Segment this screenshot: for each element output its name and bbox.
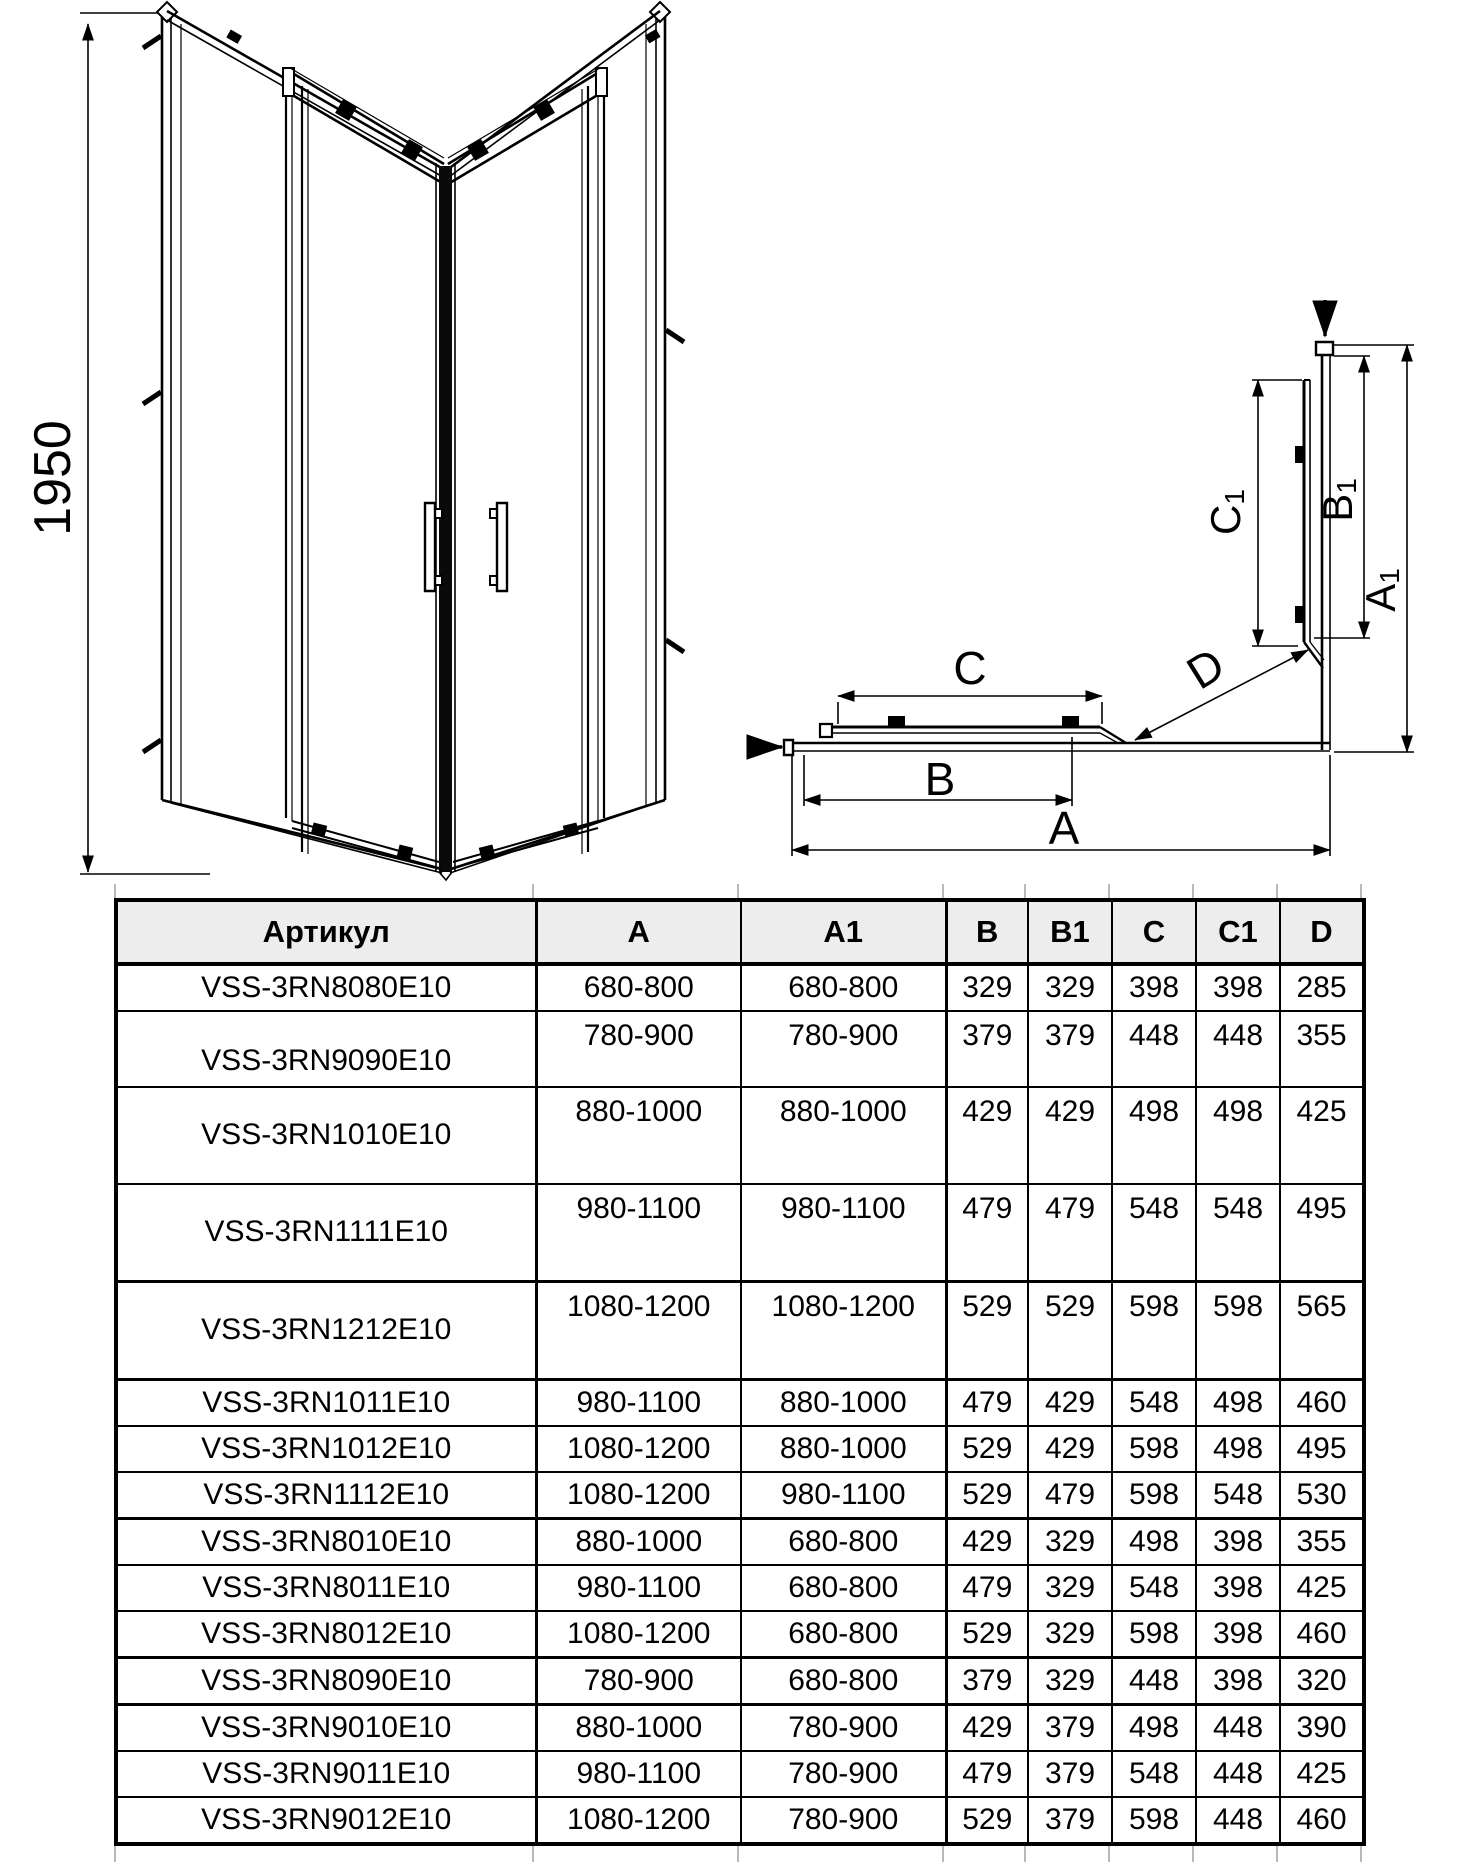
- cell: 880-1000: [741, 1426, 946, 1472]
- cell: 329: [1028, 964, 1112, 1011]
- cell: 429: [946, 1519, 1028, 1566]
- col-header-artikul: Артикул: [116, 900, 536, 964]
- table-row: [116, 1184, 1364, 1282]
- cell: 880-1000: [741, 1087, 946, 1184]
- cell: 548: [1196, 1184, 1280, 1282]
- cell: 1080-1200: [536, 1797, 741, 1844]
- cell-article: VSS-3RN9012E10: [116, 1797, 536, 1844]
- cell-article: VSS-3RN8080E10: [116, 964, 536, 1011]
- cell: 398: [1196, 964, 1280, 1011]
- cell: 980-1100: [536, 1380, 741, 1427]
- dim-a1-label: A1: [1357, 568, 1405, 612]
- cell: 529: [946, 1611, 1028, 1658]
- height-dimension-label: 1950: [24, 420, 82, 536]
- cell: 329: [946, 964, 1028, 1011]
- cell: 548: [1112, 1184, 1196, 1282]
- cell: 329: [1028, 1519, 1112, 1566]
- col-header-b: B: [946, 900, 1028, 964]
- cell: 285: [1280, 964, 1364, 1011]
- table-row: [116, 1472, 1364, 1519]
- bottom-rails: [162, 800, 665, 873]
- cell: 529: [946, 1426, 1028, 1472]
- cell: 498: [1196, 1426, 1280, 1472]
- dim-b1-label: B1: [1314, 478, 1362, 522]
- cell: 598: [1112, 1426, 1196, 1472]
- dim-b-label: B: [924, 753, 956, 805]
- cell: 495: [1280, 1184, 1364, 1282]
- cell: 880-1000: [536, 1705, 741, 1752]
- cell: 880-1000: [536, 1087, 741, 1184]
- cell: 780-900: [741, 1011, 946, 1087]
- cell-article: VSS-3RN1111E10: [116, 1184, 536, 1282]
- cell: 429: [946, 1087, 1028, 1184]
- cell: 429: [1028, 1380, 1112, 1427]
- cell: 498: [1112, 1705, 1196, 1752]
- cell: 498: [1196, 1087, 1280, 1184]
- table-row: [116, 1087, 1364, 1184]
- dim-a1: [1334, 345, 1414, 752]
- cell: 1080-1200: [536, 1426, 741, 1472]
- cell: 398: [1196, 1611, 1280, 1658]
- cell: 680-800: [741, 1611, 946, 1658]
- cell: 448: [1196, 1705, 1280, 1752]
- cell: 398: [1112, 964, 1196, 1011]
- cell-article: VSS-3RN1012E10: [116, 1426, 536, 1472]
- cell: 598: [1112, 1472, 1196, 1519]
- cell: 529: [946, 1282, 1028, 1380]
- cell: 980-1100: [536, 1751, 741, 1797]
- cell: 479: [946, 1565, 1028, 1611]
- table-row: [116, 1426, 1364, 1472]
- cell: 1080-1200: [536, 1282, 741, 1380]
- cell: 460: [1280, 1611, 1364, 1658]
- dim-d-label: D: [1177, 637, 1234, 700]
- cell: 780-900: [741, 1751, 946, 1797]
- table-row: [116, 1751, 1364, 1797]
- table-row: [116, 1705, 1364, 1752]
- cell: 598: [1112, 1797, 1196, 1844]
- cell: 429: [1028, 1426, 1112, 1472]
- cell: 548: [1196, 1472, 1280, 1519]
- table-row: [116, 964, 1364, 1011]
- cell: 398: [1196, 1519, 1280, 1566]
- cell-article: VSS-3RN9010E10: [116, 1705, 536, 1752]
- cell: 448: [1196, 1797, 1280, 1844]
- cell: 498: [1196, 1380, 1280, 1427]
- cell: 448: [1196, 1011, 1280, 1087]
- cell: 390: [1280, 1705, 1364, 1752]
- col-header-c1: C1: [1196, 900, 1280, 964]
- table-header-row: [116, 900, 1364, 964]
- cell: 980-1100: [741, 1184, 946, 1282]
- cell: 780-900: [741, 1797, 946, 1844]
- spec-table: [114, 898, 1366, 1846]
- cell: 980-1100: [741, 1472, 946, 1519]
- col-header-c: C: [1112, 900, 1196, 964]
- cell: 425: [1280, 1087, 1364, 1184]
- cell: 498: [1112, 1087, 1196, 1184]
- cell: 429: [946, 1705, 1028, 1752]
- table-row: [116, 1565, 1364, 1611]
- cell: 980-1100: [536, 1184, 741, 1282]
- cell-article: VSS-3RN9090E10: [116, 1011, 536, 1087]
- plan-bottom-door-panel: [820, 716, 1126, 743]
- dim-c-label: C: [953, 642, 987, 694]
- cell: 498: [1112, 1519, 1196, 1566]
- cell: 479: [946, 1380, 1028, 1427]
- cell: 780-900: [741, 1705, 946, 1752]
- center-corner-post: [436, 163, 455, 880]
- cell: 680-800: [741, 1658, 946, 1705]
- door-handles: [425, 503, 507, 591]
- cell: 880-1000: [536, 1519, 741, 1566]
- grid-ticks-bottom: [114, 1846, 1366, 1862]
- cell-article: VSS-3RN1212E10: [116, 1282, 536, 1380]
- height-dimension: [80, 13, 210, 874]
- cell: 529: [946, 1472, 1028, 1519]
- cell-article: VSS-3RN9011E10: [116, 1751, 536, 1797]
- cell: 329: [1028, 1611, 1112, 1658]
- col-header-b1: B1: [1028, 900, 1112, 964]
- cell: 320: [1280, 1658, 1364, 1705]
- col-header-d: D: [1280, 900, 1364, 964]
- cell-article: VSS-3RN1011E10: [116, 1380, 536, 1427]
- cell: 680-800: [741, 1519, 946, 1566]
- spec-table-wrapper: [114, 884, 1366, 1862]
- right-wall-profile: [646, 2, 684, 806]
- cell: 429: [1028, 1087, 1112, 1184]
- cell: 598: [1196, 1282, 1280, 1380]
- cell-article: VSS-3RN1112E10: [116, 1472, 536, 1519]
- cell: 479: [1028, 1184, 1112, 1282]
- cell: 1080-1200: [536, 1611, 741, 1658]
- cell: 460: [1280, 1797, 1364, 1844]
- cell: 548: [1112, 1751, 1196, 1797]
- cell-article: VSS-3RN8012E10: [116, 1611, 536, 1658]
- cell: 398: [1196, 1565, 1280, 1611]
- table-row: [116, 1658, 1364, 1705]
- cell: 460: [1280, 1380, 1364, 1427]
- cell: 355: [1280, 1011, 1364, 1087]
- cell: 529: [946, 1797, 1028, 1844]
- cell: 379: [1028, 1705, 1112, 1752]
- cell: 379: [1028, 1797, 1112, 1844]
- cell: 529: [1028, 1282, 1112, 1380]
- table-row: [116, 1282, 1364, 1380]
- cell: 479: [946, 1751, 1028, 1797]
- cell: 530: [1280, 1472, 1364, 1519]
- cell: 448: [1112, 1011, 1196, 1087]
- cell: 379: [946, 1011, 1028, 1087]
- table-row: [116, 1797, 1364, 1844]
- cell: 780-900: [536, 1011, 741, 1087]
- dim-a-label: A: [1048, 802, 1080, 854]
- dim-c1-label: C1: [1202, 489, 1250, 535]
- cell: 548: [1112, 1565, 1196, 1611]
- dim-c1: [1252, 380, 1302, 646]
- cell-article: VSS-3RN8010E10: [116, 1519, 536, 1566]
- cell: 680-800: [536, 964, 741, 1011]
- cell: 1080-1200: [536, 1472, 741, 1519]
- cell: 329: [1028, 1658, 1112, 1705]
- cell: 448: [1112, 1658, 1196, 1705]
- cell: 598: [1112, 1282, 1196, 1380]
- cell: 398: [1196, 1658, 1280, 1705]
- cell: 980-1100: [536, 1565, 741, 1611]
- cell: 425: [1280, 1751, 1364, 1797]
- plan-right-wall: [1316, 300, 1333, 750]
- cell: 479: [946, 1184, 1028, 1282]
- cell-article: VSS-3RN1010E10: [116, 1087, 536, 1184]
- cell: 495: [1280, 1426, 1364, 1472]
- cell: 355: [1280, 1519, 1364, 1566]
- plan-bottom-wall: [760, 740, 1330, 755]
- cell: 479: [1028, 1472, 1112, 1519]
- cell: 680-800: [741, 1565, 946, 1611]
- grid-ticks-top: [114, 884, 1366, 898]
- cell-article: VSS-3RN8090E10: [116, 1658, 536, 1705]
- cell: 680-800: [741, 964, 946, 1011]
- plan-right-door-panel: [1295, 380, 1324, 668]
- cell: 379: [1028, 1751, 1112, 1797]
- cell-article: VSS-3RN8011E10: [116, 1565, 536, 1611]
- cell: 329: [1028, 1565, 1112, 1611]
- cell: 448: [1196, 1751, 1280, 1797]
- cell: 1080-1200: [741, 1282, 946, 1380]
- left-wall-profile: [143, 2, 181, 806]
- cell: 880-1000: [741, 1380, 946, 1427]
- cell: 379: [946, 1658, 1028, 1705]
- col-header-a1: A1: [741, 900, 946, 964]
- table-row: [116, 1380, 1364, 1427]
- cell: 565: [1280, 1282, 1364, 1380]
- table-row: [116, 1011, 1364, 1087]
- cell: 379: [1028, 1011, 1112, 1087]
- table-row: [116, 1611, 1364, 1658]
- iso-drawing: [24, 0, 750, 890]
- cell: 780-900: [536, 1658, 741, 1705]
- plan-drawing: [752, 250, 1461, 870]
- cell: 548: [1112, 1380, 1196, 1427]
- table-row: [116, 1519, 1364, 1566]
- col-header-a: A: [536, 900, 741, 964]
- cell: 425: [1280, 1565, 1364, 1611]
- cell: 598: [1112, 1611, 1196, 1658]
